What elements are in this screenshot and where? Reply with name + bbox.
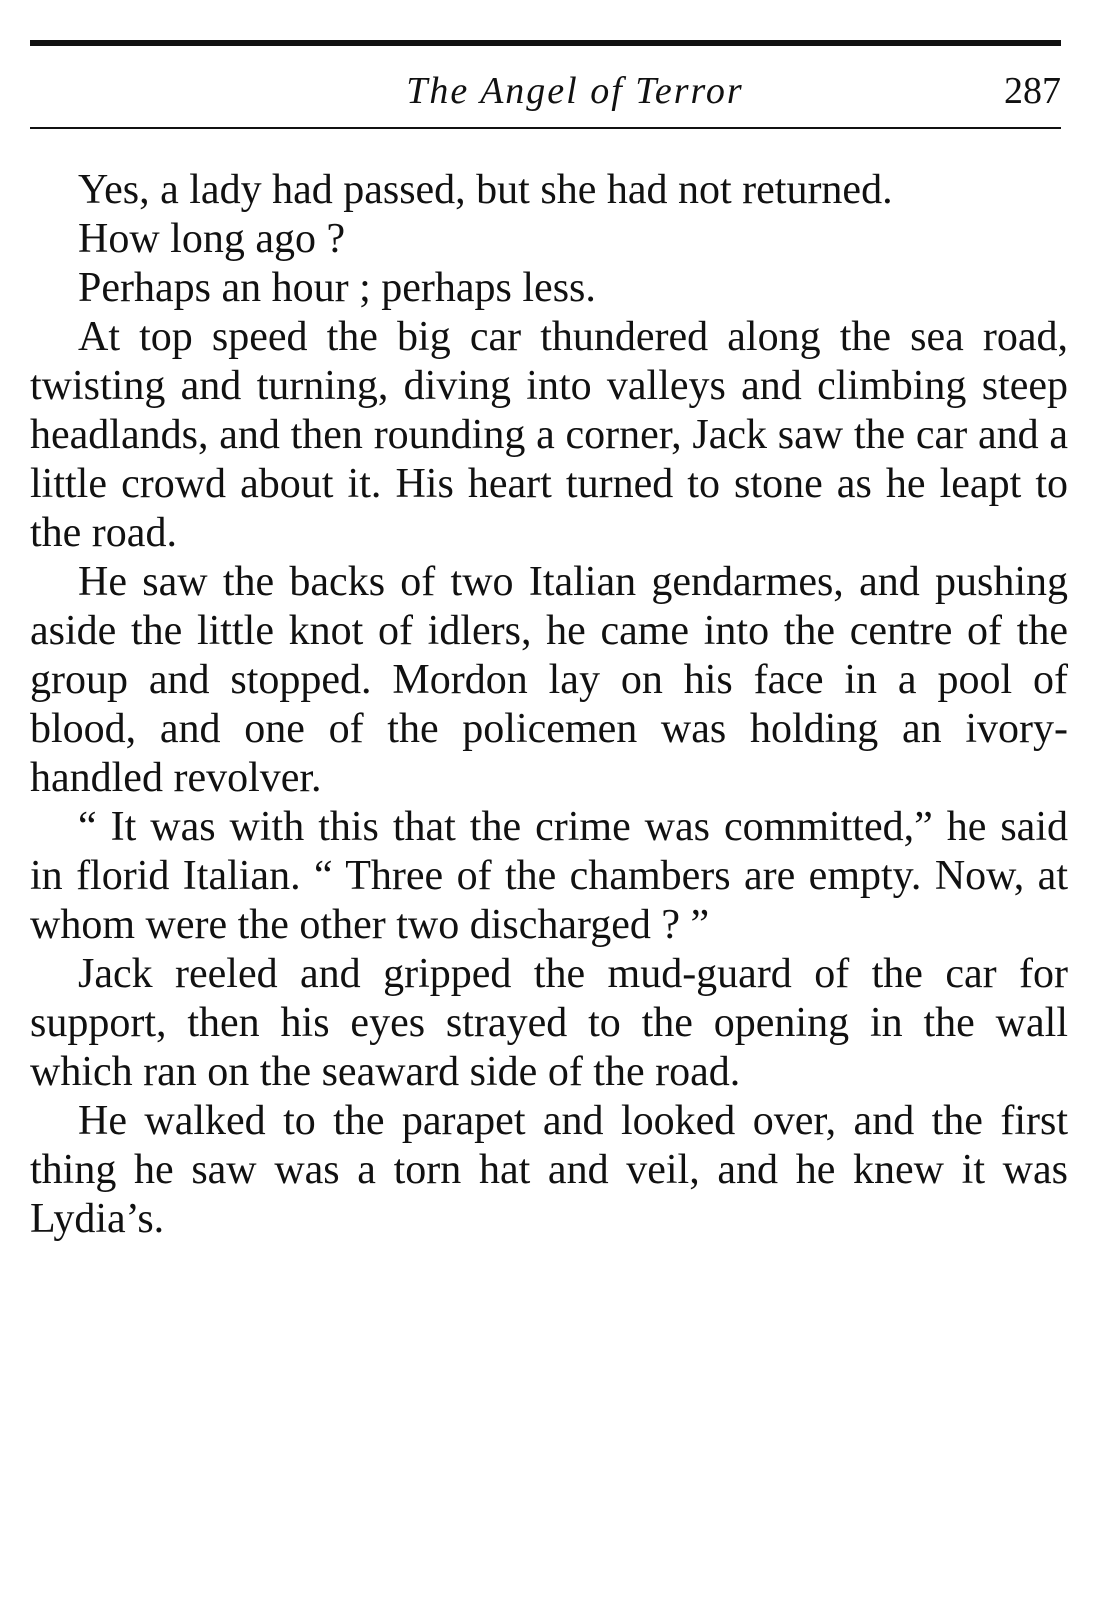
paragraph: How long ago ? [78, 216, 346, 262]
paragraph: At top speed the big car thundered along the sea road, twisting and turning, diving into valleys and climbing steep headlands, and then rounding a corner, Jack saw the car and a little crowd about it. His heart turned to stone as he leapt to the road. [30, 314, 1068, 556]
paragraph: He saw the backs of two Italian gendarmes, and pushing aside the little knot of idlers, he came into the centre of the group and stopped. Mordon lay on his face in a pool of blood, and one of the policemen was holding an ivory-handled revolver. [30, 559, 1068, 801]
body-text [30, 166, 1068, 1244]
page-number: 287 [1004, 70, 1061, 112]
paragraph: “ It was with this that the crime was committed,” he said in florid Italian. “ Three of the chambers are empty. Now, at whom were the other two discharged ? ” [30, 804, 1068, 948]
paragraph: Perhaps an hour ; perhaps less. [78, 265, 596, 311]
paragraph: Yes, a lady had passed, but she had not returned. [78, 167, 893, 213]
header-rule-top [30, 40, 1061, 46]
running-title: The Angel of Terror [406, 70, 744, 112]
paragraph: He walked to the parapet and looked over, and the first thing he saw was a torn hat and veil, and he knew it was Lydia’s. [30, 1098, 1068, 1242]
running-head [30, 66, 1061, 116]
paragraph: Jack reeled and gripped the mud-guard of the car for support, then his eyes strayed to the opening in the wall which ran on the seaward side of the road. [30, 951, 1068, 1095]
header-rule-bottom [30, 127, 1061, 129]
